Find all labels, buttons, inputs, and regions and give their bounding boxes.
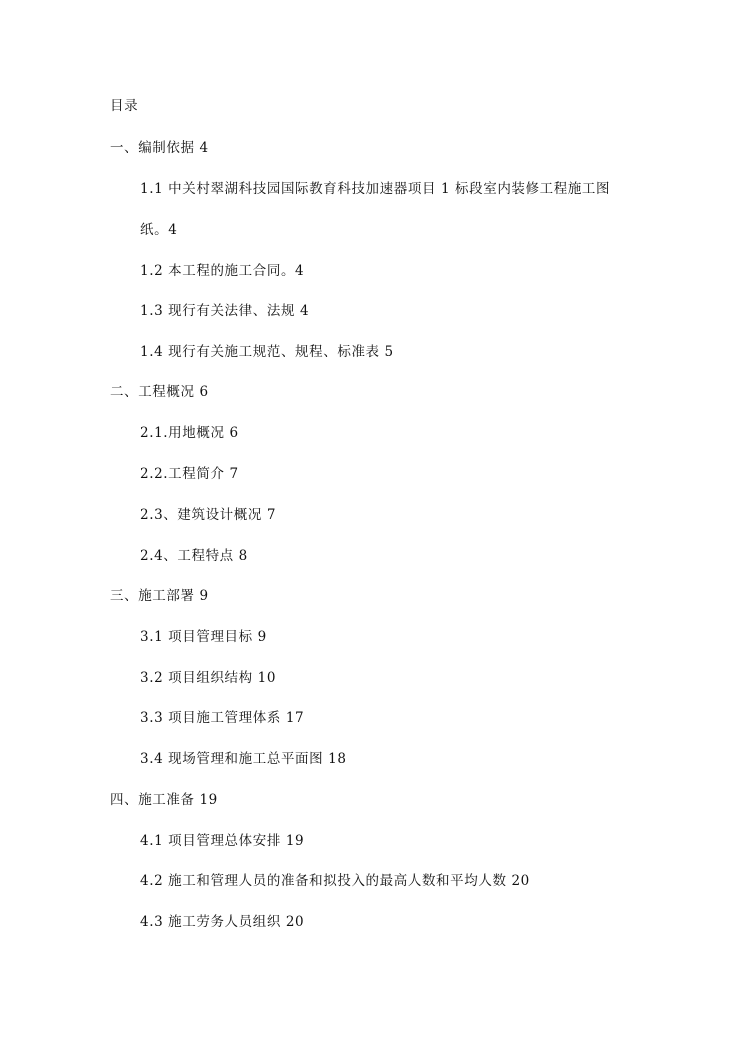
toc-entry-1-2: 1.2 本工程的施工合同。4 <box>140 263 305 279</box>
toc-entry-section-3: 三、施工部署 9 <box>110 588 209 604</box>
toc-entry-4-3: 4.3 施工劳务人员组织 20 <box>140 914 305 930</box>
toc-title: 目录 <box>110 98 139 114</box>
toc-entry-1-3: 1.3 现行有关法律、法规 4 <box>140 303 310 319</box>
toc-entry-2-3: 2.3、建筑设计概况 7 <box>140 507 277 523</box>
toc-entry-2-1: 2.1.用地概况 6 <box>140 425 239 441</box>
toc-entry-4-1: 4.1 项目管理总体安排 19 <box>140 833 305 849</box>
toc-entry-section-4: 四、施工准备 19 <box>110 792 218 808</box>
toc-entry-4-2: 4.2 施工和管理人员的准备和拟投入的最高人数和平均人数 20 <box>140 873 530 889</box>
toc-entry-3-2: 3.2 项目组织结构 10 <box>140 670 277 686</box>
toc-entry-1-1-continued: 纸。4 <box>140 222 178 238</box>
toc-entry-section-1: 一、编制依据 4 <box>110 140 209 156</box>
toc-entry-3-4: 3.4 现场管理和施工总平面图 18 <box>140 751 347 767</box>
toc-entry-2-2: 2.2.工程简介 7 <box>140 466 239 482</box>
toc-entry-1-1: 1.1 中关村翠湖科技园国际教育科技加速器项目 1 标段室内装修工程施工图 <box>140 181 611 197</box>
toc-entry-section-2: 二、工程概况 6 <box>110 384 209 400</box>
toc-entry-3-3: 3.3 项目施工管理体系 17 <box>140 710 305 726</box>
toc-entry-2-4: 2.4、工程特点 8 <box>140 548 248 564</box>
toc-entry-3-1: 3.1 项目管理目标 9 <box>140 629 267 645</box>
toc-entry-1-4: 1.4 现行有关施工规范、规程、标准表 5 <box>140 344 394 360</box>
